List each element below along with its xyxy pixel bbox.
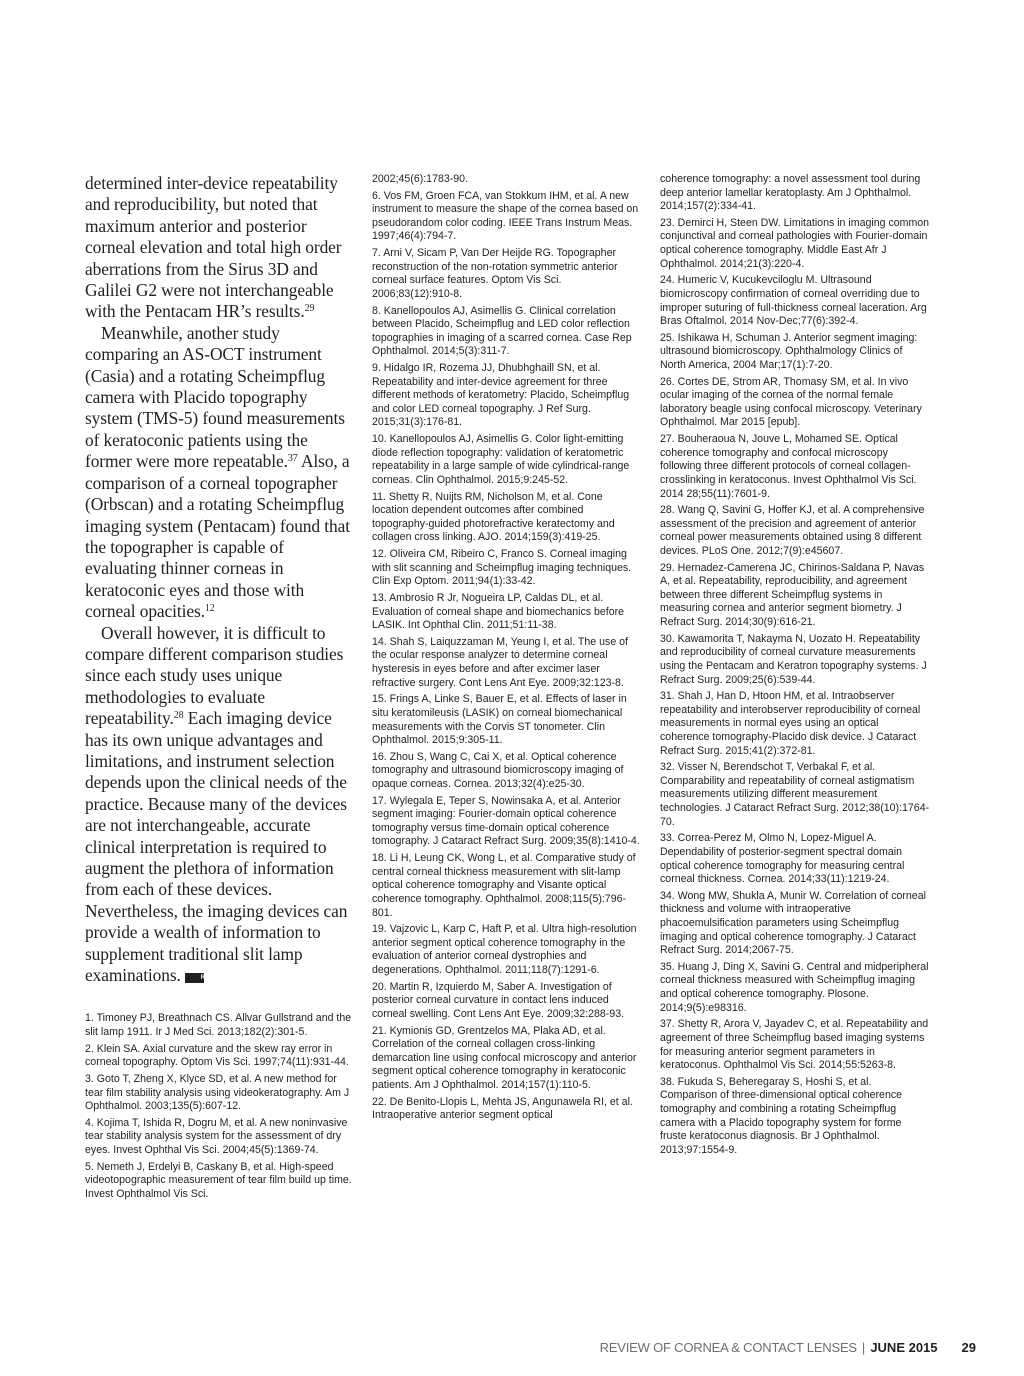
reference-item: 29. Hernadez-Camerena JC, Chirinos-Saldana P, Navas A, et al. Repeatability, reproducibility, and agreement between three different Scheimpflug systems in measuring cornea and anterior segment biometry. J Refract Surg. 2014;30(9):616-21. [660, 561, 925, 629]
journal-name: REVIEW OF CORNEA & CONTACT LENSES [599, 1340, 857, 1355]
reference-item: 17. Wylegala E, Teper S, Nowinsaka A, et al. Anterior segment imaging: Fourier-domain optical coherence tomography versus time-domain optical coherence tomography. J Cataract Refract Surg. 2009;35(8):1410-4. [372, 794, 640, 848]
column-2 [372, 173, 640, 1126]
paragraph-text: Overall however, it is difficult to compare different comparison studies since each study uses unique methodologies to evaluate repeatability. [85, 622, 344, 729]
reference-item: 24. Humeric V, Kucukevciloglu M. Ultrasound biomicroscopy confirmation of corneal overriding due to improper suturing of full-thickness corneal laceration. Arg Bras Oftalmol. 2014 Nov-Dec;77(6):392-4. [660, 274, 927, 328]
reference-item: 26. Cortes DE, Strom AR, Thomasy SM, et al. In vivo ocular imaging of the cornea of the normal female laboratory beagle using confocal microscopy. Veterinary Ophthalmol. Mar 2015 [epub]. [660, 375, 922, 429]
reference-item: 14. Shah S, Laiquzzaman M, Yeung I, et al. The use of the ocular response analyzer to determine corneal hysteresis in eyes before and after excimer laser refractive surgery. Cont Lens Ant Eye. 2009;32:123-8. [372, 635, 628, 689]
paragraph-text: Meanwhile, another study comparing an AS-OCT instrument (Casia) and a rotating Scheimpflug camera with Placido topography system (TMS-5) found measurements of keratoconic patients using the former were more repeatable. [85, 322, 345, 472]
paragraph-3 [85, 623, 355, 987]
reference-item: 12. Oliveira CM, Ribeiro C, Franco S. Corneal imaging with slit scanning and Scheimpflug imaging techniques. Clin Exp Optom. 2011;94(1):33-42. [372, 548, 632, 588]
reference-item: 35. Huang J, Ding X, Savini G. Central and midperipheral corneal thickness measured with Scheimpflug imaging and optical coherence tomography. Plosone. 2014;9(5):e98316. [660, 960, 929, 1014]
end-mark-icon: RCCL [185, 973, 204, 983]
reference-item: 21. Kymionis GD, Grentzelos MA, Plaka AD, et al. Correlation of the corneal collagen cross-linking demarcation line using confocal microscopy and anterior segment optical coherence tomography in keratoconic patients. Am J Ophthalmol. 2014;157(1):110-5. [372, 1024, 637, 1091]
paragraph-1 [85, 173, 355, 323]
article-body [85, 173, 355, 986]
reference-item: 2002;45(6):1783-90. [372, 173, 469, 185]
reference-item: 28. Wang Q, Savini G, Hoffer KJ, et al. A comprehensive assessment of the precision and agreement of anterior corneal power measurements obtained using 8 different devices. PLoS One. 2012;7(9):e45607. [660, 504, 925, 557]
paragraph-2 [85, 323, 355, 623]
reference-item: 31. Shah J, Han D, Htoon HM, et al. Intraobserver repeatability and interobserver reproducibility of corneal measurements in normal eyes using an optical coherence tomography-Placido disk device. J Cataract Refract Surg. 2015;41(2):372-81. [660, 690, 921, 757]
reference-item: 6. Vos FM, Groen FCA, van Stokkum IHM, et al. A new instrument to measure the shape of the cornea based on pseudorandom color coding. IEEE Trans Instrum Meas. 1997;46(4):794-7. [372, 189, 639, 243]
reference-item: 8. Kanellopoulos AJ, Asimellis G. Clinical correlation between Placido, Scheimpflug and LED color reflection topographies in imaging of a scarred cornea. Case Rep Ophthalmol. 2014;5(3):311-7. [372, 304, 632, 358]
references-list [660, 173, 930, 1157]
reference-item: 1. Timoney PJ, Breathnach CS. Allvar Gullstrand and the slit lamp 1911. Ir J Med Sci. 2013;182(2):301-5. [85, 1012, 352, 1039]
reference-item: 19. Vajzovic L, Karp C, Haft P, et al. Ultra high-resolution anterior segment optical coherence tomography in the evaluation of anterior corneal dystrophies and degenerations. Ophthalmol. 2011;118(7):1291-6. [372, 923, 637, 976]
reference-item: 2. Klein SA. Axial curvature and the skew ray error in corneal topography. Optom Vis Sci. 1997;74(11):931-44. [85, 1042, 349, 1069]
reference-item: 10. Kanellopoulos AJ, Asimellis G. Color light-emitting diode reflection topography: validation of keratometric repeatability in a large sample of wide cylindrical-range corneas. Clin Ophthalmol. 2015;9:245-52. [372, 433, 630, 486]
column-3 [660, 173, 930, 1160]
reference-item: 13. Ambrosio R Jr, Nogueira LP, Caldas DL, et al. Evaluation of corneal shape and biomechanics before LASIK. Int Ophthal Clin. 2011;51:11-38. [372, 591, 625, 632]
citation: 37 [287, 453, 298, 465]
page-number: 29 [961, 1340, 976, 1355]
reference-item: 18. Li H, Leung CK, Wong L, et al. Comparative study of central corneal thickness measurement with slit-lamp optical coherence tomography and Visante optical coherence tomography. Ophthalmol. 2008;115(5):796-801. [372, 852, 636, 919]
citation: 12 [204, 603, 215, 615]
reference-item: 23. Demirci H, Steen DW. Limitations in imaging common conjunctival and corneal pathologies with Fourier-domain optical coherence tomography. Middle East Afr J Ophthalmol. 2014;21(3):220-4. [660, 216, 930, 270]
reference-item: coherence tomography: a novel assessment tool during deep anterior lamellar keratoplasty. Am J Ophthalmol. 2014;157(2):334-41. [660, 173, 921, 213]
reference-item: 4. Kojima T, Ishida R, Dogru M, et al. A new noninvasive tear stability analysis system for the assessment of dry eyes. Invest Ophthal Vis Sci. 2004;45(5):1369-74. [85, 1116, 348, 1157]
citation: 29 [304, 303, 315, 315]
reference-item: 20. Martin R, Izquierdo M, Saber A. Investigation of posterior corneal curvature in contact lens induced corneal swelling. Cont Lens Ant Eye. 2009;32:288-93. [372, 980, 625, 1020]
paragraph-text: determined inter-device repeatability and reproducibility, but noted that maximum anterior and posterior corneal elevation and total high order aberrations from the Sirus 3D and Galilei G2 were not interchangeable with the Pentacam HR’s results. [85, 173, 342, 322]
paragraph-text: Each imaging device has its own unique advantages and limitations, and instrument selection depends upon the clinical needs of the practice. Because many of the devices are not interchangeable, accurate clinical interpretation is required to augment the plethora of information from each of these devices. Nevertheless, the imaging devices can provide a wealth of information to supplement traditional slit lamp examinations. [85, 708, 348, 986]
reference-item: 7. Arni V, Sicam P, Van Der Heijde RG. Topographer reconstruction of the non-rotation symmetric anterior corneal surface features. Optom Vis Sci. 2006;83(12):910-8. [372, 247, 618, 300]
reference-item: 32. Visser N, Berendschot T, Verbakal F, et al. Comparability and repeatability of corneal astigmatism measurements utilizing different measurement technologies. J Cataract Refract Surg. 2012;38(10):1764-70. [660, 761, 930, 828]
footer-separator: | [861, 1340, 866, 1355]
column-1 [85, 173, 355, 1205]
reference-item: 3. Goto T, Zheng X, Klyce SD, et al. A new method for tear film stability analysis using videokeratography. Am J Ophthalmol. 2003;135(5):607-12. [85, 1073, 350, 1113]
reference-item: 30. Kawamorita T, Nakayma N, Uozato H. Repeatability and reproducibility of corneal curvature measurements using the Pentacam and Keratron topography systems. J Refract Surg. 2009;25(6):539-44. [660, 632, 927, 686]
reference-item: 11. Shetty R, Nuijts RM, Nicholson M, et al. Cone location dependent outcomes after combined topography-guided photorefractive keratectomy and collagen cross linking. AJO. 2014;159(3):419-25. [372, 490, 615, 544]
reference-item: 38. Fukuda S, Beheregaray S, Hoshi S, et al. Comparison of three-dimensional optical coherence tomography and combining a rotating Scheimpflug camera with a Placido topography system for forme fruste keratoconus diagnosis. Br J Ophthalmol. 2013;97:1554-9. [660, 1075, 903, 1156]
reference-item: 33. Correa-Perez M, Olmo N, Lopez-Miguel A. Dependability of posterior-segment spectral domain optical coherence tomography for measuring central corneal thickness. Cornea. 2014;33(11):1219-24. [660, 832, 905, 886]
issue-date: JUNE 2015 [870, 1340, 938, 1355]
reference-item: 27. Bouheraoua N, Jouve L, Mohamed SE. Optical coherence tomography and confocal microscopy following three different protocols of corneal collagen-crosslinking in keratoconus. Invest Ophthalmol Vis Sci. 2014 28;55(11):7601-9. [660, 433, 917, 500]
reference-item: 9. Hidalgo IR, Rozema JJ, Dhubhghaill SN, et al. Repeatability and inter-device agreement for three different methods of keratometry: Placido, Scheimpflug and color LED corneal topography. J Ref Surg. 2015;31(3):176-81. [372, 362, 630, 429]
reference-item: 37. Shetty R, Arora V, Jayadev C, et al. Repeatability and agreement of three Scheimpflug based imaging systems for measuring anterior segment parameters in keratoconus. Ophthalmol Vis Sci. 2014;55:5263-8. [660, 1018, 929, 1072]
reference-item: 22. De Benito-Llopis L, Mehta JS, Angunawela RI, et al. Intraoperative anterior segment optical [372, 1095, 633, 1122]
reference-item: 25. Ishikawa H, Schuman J. Anterior segment imaging: ultrasound biomicroscopy. Ophthalmology Clinics of North America, 2004 Mar;17(1):7-20. [660, 331, 918, 371]
references-list [372, 173, 640, 1123]
page-footer [600, 1340, 976, 1355]
reference-item: 34. Wong MW, Shukla A, Munir W. Correlation of corneal thickness and volume with intraoperative phacoemulsification parameters using Scheimpflug imaging and optical coherence tomography. J Cataract Refract Surg. 2014;2067-75. [660, 889, 926, 957]
reference-item: 15. Frings A, Linke S, Bauer E, et al. Effects of laser in situ keratomileusis (LASIK) on corneal biomechanical measurements with the Corvis ST tonometer. Clin Ophthalmol. 2015;9:305-11. [372, 693, 627, 747]
citation: 28 [173, 710, 184, 722]
reference-item: 16. Zhou S, Wang C, Cai X, et al. Optical coherence tomography and ultrasound biomicroscopy imaging of opaque corneas. Cornea. 2013;32(4):e25-30. [372, 750, 624, 790]
paragraph-text: Also, a comparison of a corneal topographer (Orbscan) and a rotating Scheimpflug imaging system (Pentacam) found that the topographer is capable of evaluating thinner corneas in keratoconic eyes and those with corneal opacities. [85, 451, 350, 622]
references-list [85, 1012, 355, 1201]
reference-item: 5. Nemeth J, Erdelyi B, Caskany B, et al. High-speed videotopographic measurement of tear film build up time. Invest Ophthalmol Vis Sci. [85, 1160, 352, 1200]
